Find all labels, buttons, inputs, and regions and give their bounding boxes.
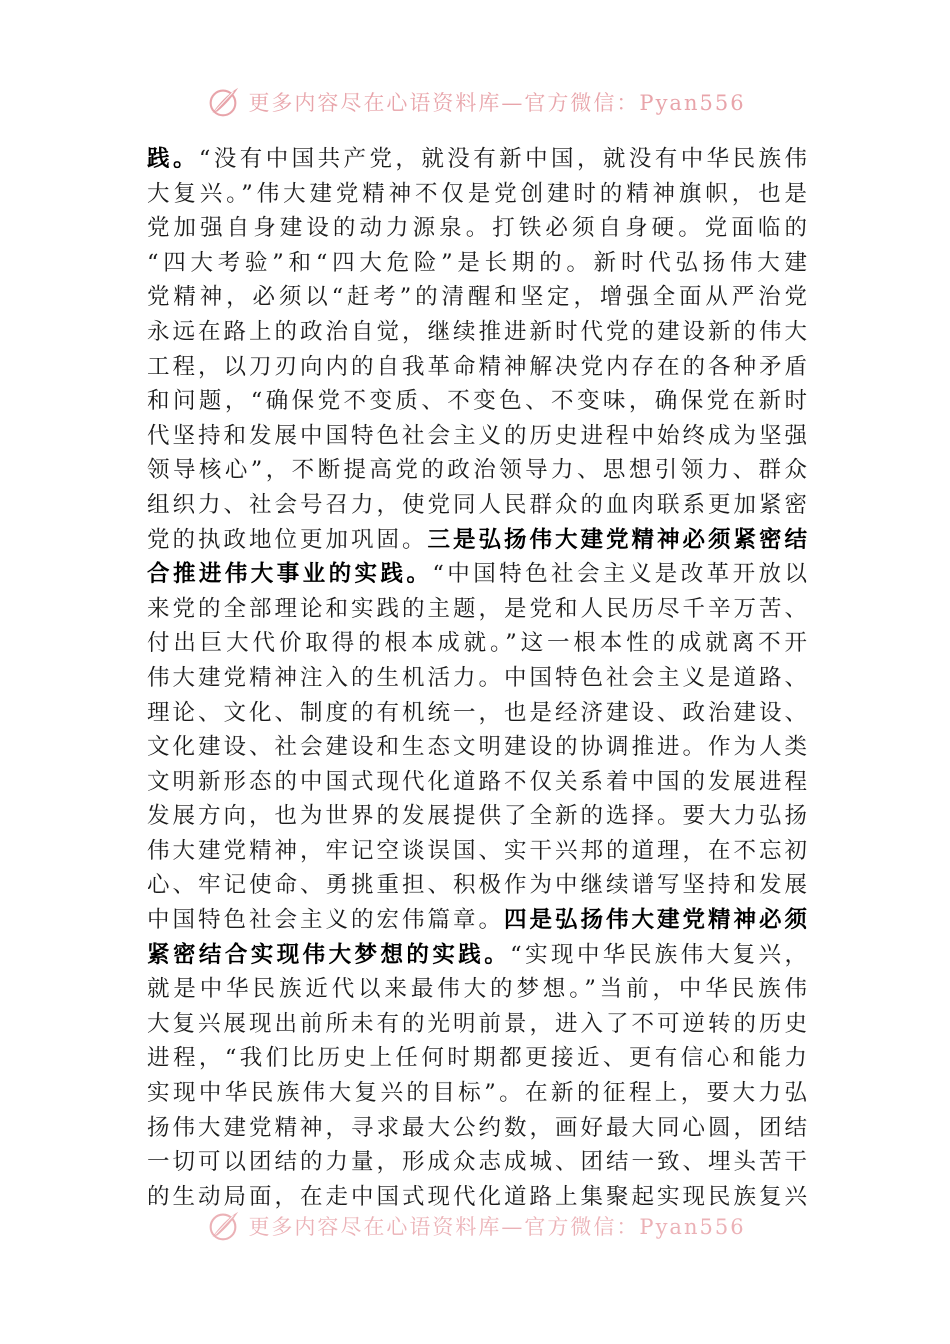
text-line [147, 696, 807, 731]
text-line [147, 557, 807, 592]
text-line [147, 972, 807, 1007]
paragraph-text: “四大考验”和“四大危险”是长期的。新时代弘扬伟大建 [147, 249, 807, 276]
paragraph-text: “实现中华民族伟大复兴， [510, 941, 807, 968]
text-line [147, 246, 807, 281]
paragraph-text: 工程，以刀刃向内的自我革命精神解决党内存在的各种矛盾 [147, 353, 807, 380]
text-line [147, 592, 807, 627]
paragraph-text: 付出巨大代价取得的根本成就。”这一根本性的成就离不开 [147, 630, 807, 657]
bold-heading-text: 三是弘扬伟大建党精神必须紧密结 [427, 526, 807, 553]
paragraph-text: 文化建设、社会建设和生态文明建设的协调推进。作为人类 [147, 734, 807, 761]
text-line [147, 384, 807, 419]
paragraph-text: 实现中华民族伟大复兴的目标”。在新的征程上，要大力弘 [147, 1080, 807, 1107]
text-line [147, 868, 807, 903]
paragraph-text: 代坚持和发展中国特色社会主义的历史进程中始终成为坚强 [147, 422, 807, 449]
paragraph-text: 党精神，必须以“赶考”的清醒和坚定，增强全面从严治党 [147, 284, 807, 311]
text-line [147, 765, 807, 800]
text-line [147, 799, 807, 834]
paragraph-text: 发展方向，也为世界的发展提供了全新的选择。要大力弘扬 [147, 803, 807, 830]
paragraph-text: 伟大建党精神注入的生机活力。中国特色社会主义是道路、 [147, 664, 807, 691]
text-line [147, 834, 807, 869]
text-line [147, 903, 807, 938]
paragraph-text: 永远在路上的政治自觉，继续推进新时代党的建设新的伟大 [147, 318, 807, 345]
bold-heading-text: 践。 [147, 146, 199, 172]
paragraph-text: “没有中国共产党，就没有新中国，就没有中华民族伟 [198, 146, 807, 172]
text-line [147, 1076, 807, 1111]
text-line [147, 453, 807, 488]
document-body [147, 142, 807, 1214]
paragraph-text: 大复兴展现出前所未有的光明前景，进入了不可逆转的历史 [147, 1010, 807, 1037]
text-line [147, 626, 807, 661]
text-line [147, 1041, 807, 1076]
paragraph-text: 领导核心”，不断提高党的政治领导力、思想引领力、群众 [147, 457, 807, 484]
paragraph-text: 大复兴。”伟大建党精神不仅是党创建时的精神旗帜，也是 [147, 180, 807, 207]
paragraph-text: 一切可以团结的力量，形成众志成城、团结一致、埋头苦干 [147, 1149, 807, 1176]
paragraph-text: 伟大建党精神，牢记空谈误国、实干兴邦的道理，在不忘初 [147, 837, 807, 864]
header-watermark-text: 更多内容尽在心语资料库—官方微信：Pyan556 [248, 91, 746, 115]
header-watermark [0, 80, 950, 124]
paragraph-text: 的生动局面，在走中国式现代化道路上集聚起实现民族复兴 [147, 1183, 807, 1210]
paragraph-text: 心、牢记使命、勇挑重担、积极作为中继续谱写坚持和发展 [147, 872, 807, 899]
bold-heading-text: 紧密结合实现伟大梦想的实践。 [147, 941, 511, 968]
text-line [147, 488, 807, 523]
paragraph-text: 理论、文化、制度的有机统一，也是经济建设、政治建设、 [147, 699, 807, 726]
feather-circle-logo-icon [204, 1207, 242, 1245]
text-line [147, 419, 807, 454]
text-line [147, 315, 807, 350]
paragraph-text: 进程，“我们比历史上任何时期都更接近、更有信心和能力 [147, 1045, 807, 1072]
text-line [147, 1111, 807, 1146]
text-line [147, 350, 807, 385]
paragraph-text: 和问题，“确保党不变质、不变色、不变味，确保党在新时 [147, 388, 807, 415]
text-line [147, 142, 807, 177]
paragraph-text: 中国特色社会主义的宏伟篇章。 [147, 907, 504, 934]
paragraph-text: 就是中华民族近代以来最伟大的梦想。”当前，中华民族伟 [147, 976, 807, 1003]
text-line [147, 523, 807, 558]
paragraph-text: 文明新形态的中国式现代化道路不仅关系着中国的发展进程 [147, 768, 807, 795]
bold-heading-text: 合推进伟大事业的实践。 [147, 561, 433, 588]
paragraph-text: 组织力、社会号召力，使党同人民群众的血肉联系更加紧密 [147, 491, 807, 518]
text-line [147, 280, 807, 315]
text-line [147, 1145, 807, 1180]
bold-heading-text: 四是弘扬伟大建党精神必须 [503, 907, 807, 934]
text-line [147, 730, 807, 765]
text-line [147, 661, 807, 696]
text-line [147, 1007, 807, 1042]
paragraph-text: 党加强自身建设的动力源泉。打铁必须自身硬。党面临的 [147, 215, 807, 242]
footer-watermark [0, 1206, 950, 1246]
paragraph-text: 来党的全部理论和实践的主题，是党和人民历尽千辛万苦、 [147, 595, 807, 622]
paragraph-text: 党的执政地位更加巩固。 [147, 526, 428, 553]
feather-circle-logo-icon [204, 83, 242, 121]
paragraph-text: “中国特色社会主义是改革开放以 [432, 561, 807, 588]
paragraph-text: 扬伟大建党精神，寻求最大公约数，画好最大同心圆，团结 [147, 1114, 807, 1141]
text-line [147, 938, 807, 973]
footer-watermark-text: 更多内容尽在心语资料库—官方微信：Pyan556 [248, 1215, 746, 1239]
text-line [147, 177, 807, 212]
text-line [147, 211, 807, 246]
